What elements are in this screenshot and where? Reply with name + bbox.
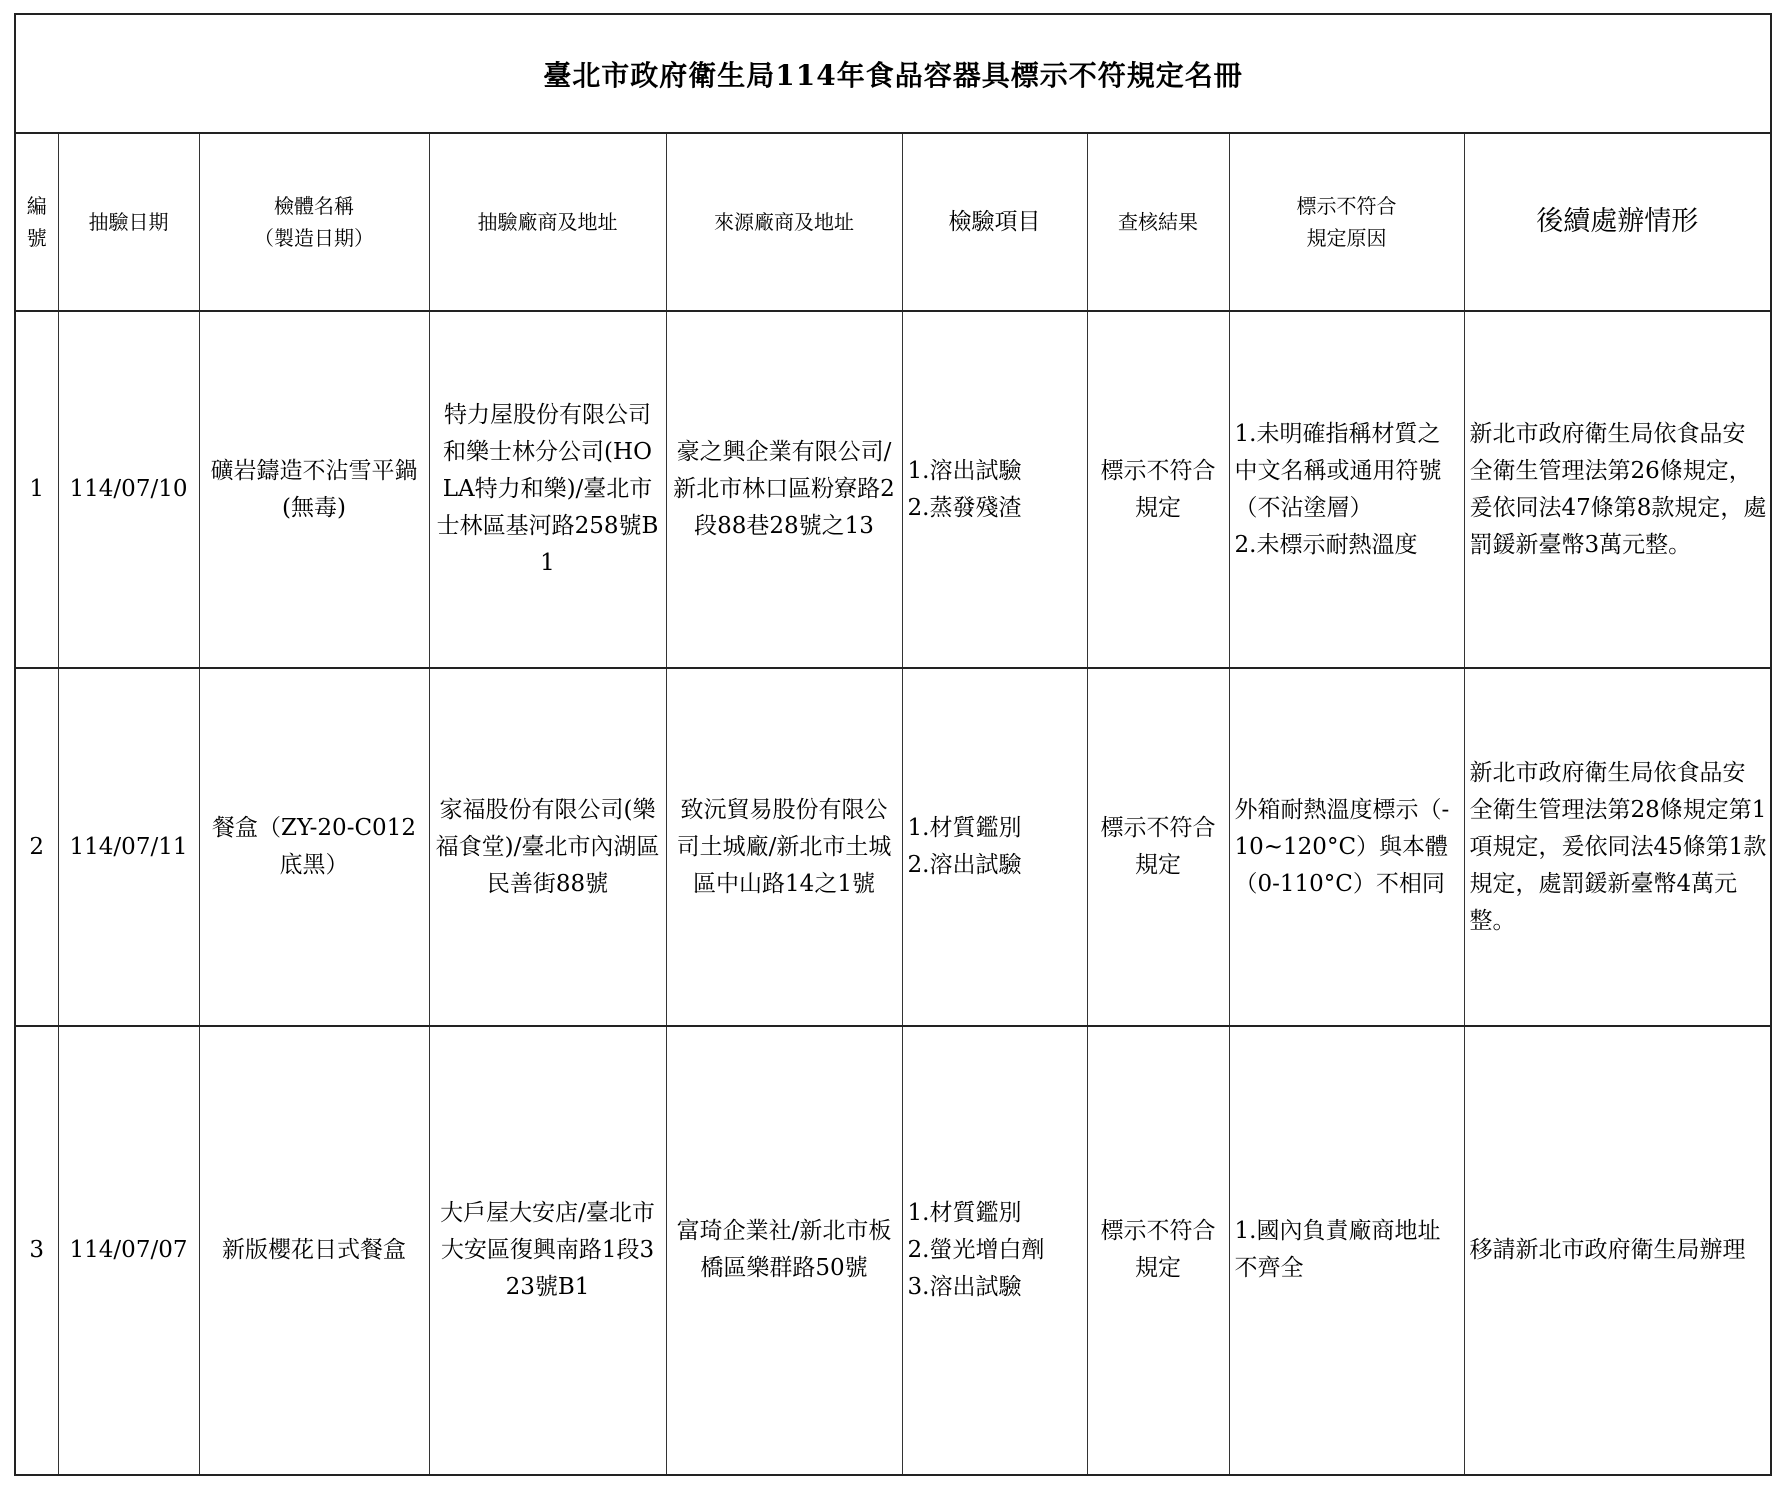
cell-follow-up: 移請新北市政府衛生局辦理 [1464, 1026, 1771, 1475]
header-review-result: 查核結果 [1087, 133, 1229, 311]
cell-product-name: 礦岩鑄造不沾雪平鍋(無毒) [199, 311, 429, 668]
header-sampled-vendor: 抽驗廠商及地址 [429, 133, 666, 311]
table-row [15, 668, 1771, 1025]
cell-no: 3 [15, 1026, 58, 1475]
cell-sampled-vendor: 家福股份有限公司(樂福食堂)/臺北市內湖區民善街88號 [429, 668, 666, 1025]
cell-violation-reason [1229, 1026, 1464, 1475]
violation-reason-item: 1.國內負責廠商地址不齊全 [1234, 1218, 1441, 1282]
cell-test-items [902, 1026, 1087, 1475]
cell-sample-date: 114/07/10 [58, 311, 199, 668]
header-product-name-line-2: （製造日期） [254, 226, 374, 251]
header-no-line-1: 編 [26, 194, 47, 219]
header-no [15, 133, 58, 311]
cell-product-name: 餐盒（ZY-20-C012底黑） [199, 668, 429, 1025]
cell-violation-reason [1229, 668, 1464, 1025]
cell-follow-up: 新北市政府衛生局依食品安全衛生管理法第26條規定，爰依同法47條第8款規定，處罰鍰新臺幣3萬元整。 [1464, 311, 1771, 668]
test-item: 2.溶出試驗 [907, 852, 1022, 879]
cell-review-result: 標示不符合規定 [1087, 1026, 1229, 1475]
test-item: 1.材質鑑別 [907, 1199, 1022, 1226]
cell-source-vendor: 豪之興企業有限公司/新北市林口區粉寮路2段88巷28號之13 [666, 311, 902, 668]
violation-reason-item: 1.未明確指稱材質之中文名稱或通用符號（不沾塗層） [1234, 420, 1442, 521]
violation-reason-item: 外箱耐熱溫度標示（-10~120°C）與本體（0-110°C）不相同 [1234, 796, 1450, 897]
cell-sampled-vendor: 特力屋股份有限公司和樂士林分公司(HOLA特力和樂)/臺北市士林區基河路258號B1 [429, 311, 666, 668]
test-item: 2.螢光增白劑 [907, 1236, 1045, 1263]
cell-review-result: 標示不符合規定 [1087, 668, 1229, 1025]
test-item: 1.溶出試驗 [907, 457, 1022, 484]
cell-follow-up: 新北市政府衛生局依食品安全衛生管理法第28條規定第1項規定，爰依同法45條第1款規定，處罰鍰新臺幣4萬元整。 [1464, 668, 1771, 1025]
table-row [15, 1026, 1771, 1475]
test-item: 2.蒸發殘渣 [907, 494, 1022, 521]
document-title: 臺北市政府衛生局114年食品容器具標示不符規定名冊 [15, 14, 1771, 133]
cell-review-result: 標示不符合規定 [1087, 311, 1229, 668]
cell-source-vendor: 致沅貿易股份有限公司土城廠/新北市土城區中山路14之1號 [666, 668, 902, 1025]
header-product-name [199, 133, 429, 311]
header-product-name-line-1: 檢體名稱 [274, 194, 354, 219]
cell-test-items [902, 668, 1087, 1025]
header-sample-date: 抽驗日期 [58, 133, 199, 311]
header-violation-reason-line-2: 規定原因 [1306, 226, 1387, 251]
header-no-line-2: 號 [26, 226, 47, 251]
test-item: 1.材質鑑別 [907, 815, 1022, 842]
cell-no: 2 [15, 668, 58, 1025]
document-page [14, 13, 1770, 1476]
header-violation-reason-line-1: 標示不符合 [1296, 194, 1397, 219]
header-source-vendor: 來源廠商及地址 [666, 133, 902, 311]
cell-source-vendor: 富琦企業社/新北市板橋區樂群路50號 [666, 1026, 902, 1475]
table-header-row [15, 133, 1771, 311]
cell-violation-reason [1229, 311, 1464, 668]
table-row [15, 311, 1771, 668]
header-violation-reason [1229, 133, 1464, 311]
cell-test-items [902, 311, 1087, 668]
test-item: 3.溶出試驗 [907, 1273, 1022, 1300]
cell-sample-date: 114/07/07 [58, 1026, 199, 1475]
cell-no: 1 [15, 311, 58, 668]
header-test-items: 檢驗項目 [902, 133, 1087, 311]
cell-product-name: 新版櫻花日式餐盒 [199, 1026, 429, 1475]
cell-sample-date: 114/07/11 [58, 668, 199, 1025]
header-follow-up: 後續處辦情形 [1464, 133, 1771, 311]
violation-reason-item: 2.未標示耐熱溫度 [1234, 531, 1418, 558]
noncompliance-roster-table [14, 13, 1772, 1476]
cell-sampled-vendor: 大戶屋大安店/臺北市大安區復興南路1段323號B1 [429, 1026, 666, 1475]
